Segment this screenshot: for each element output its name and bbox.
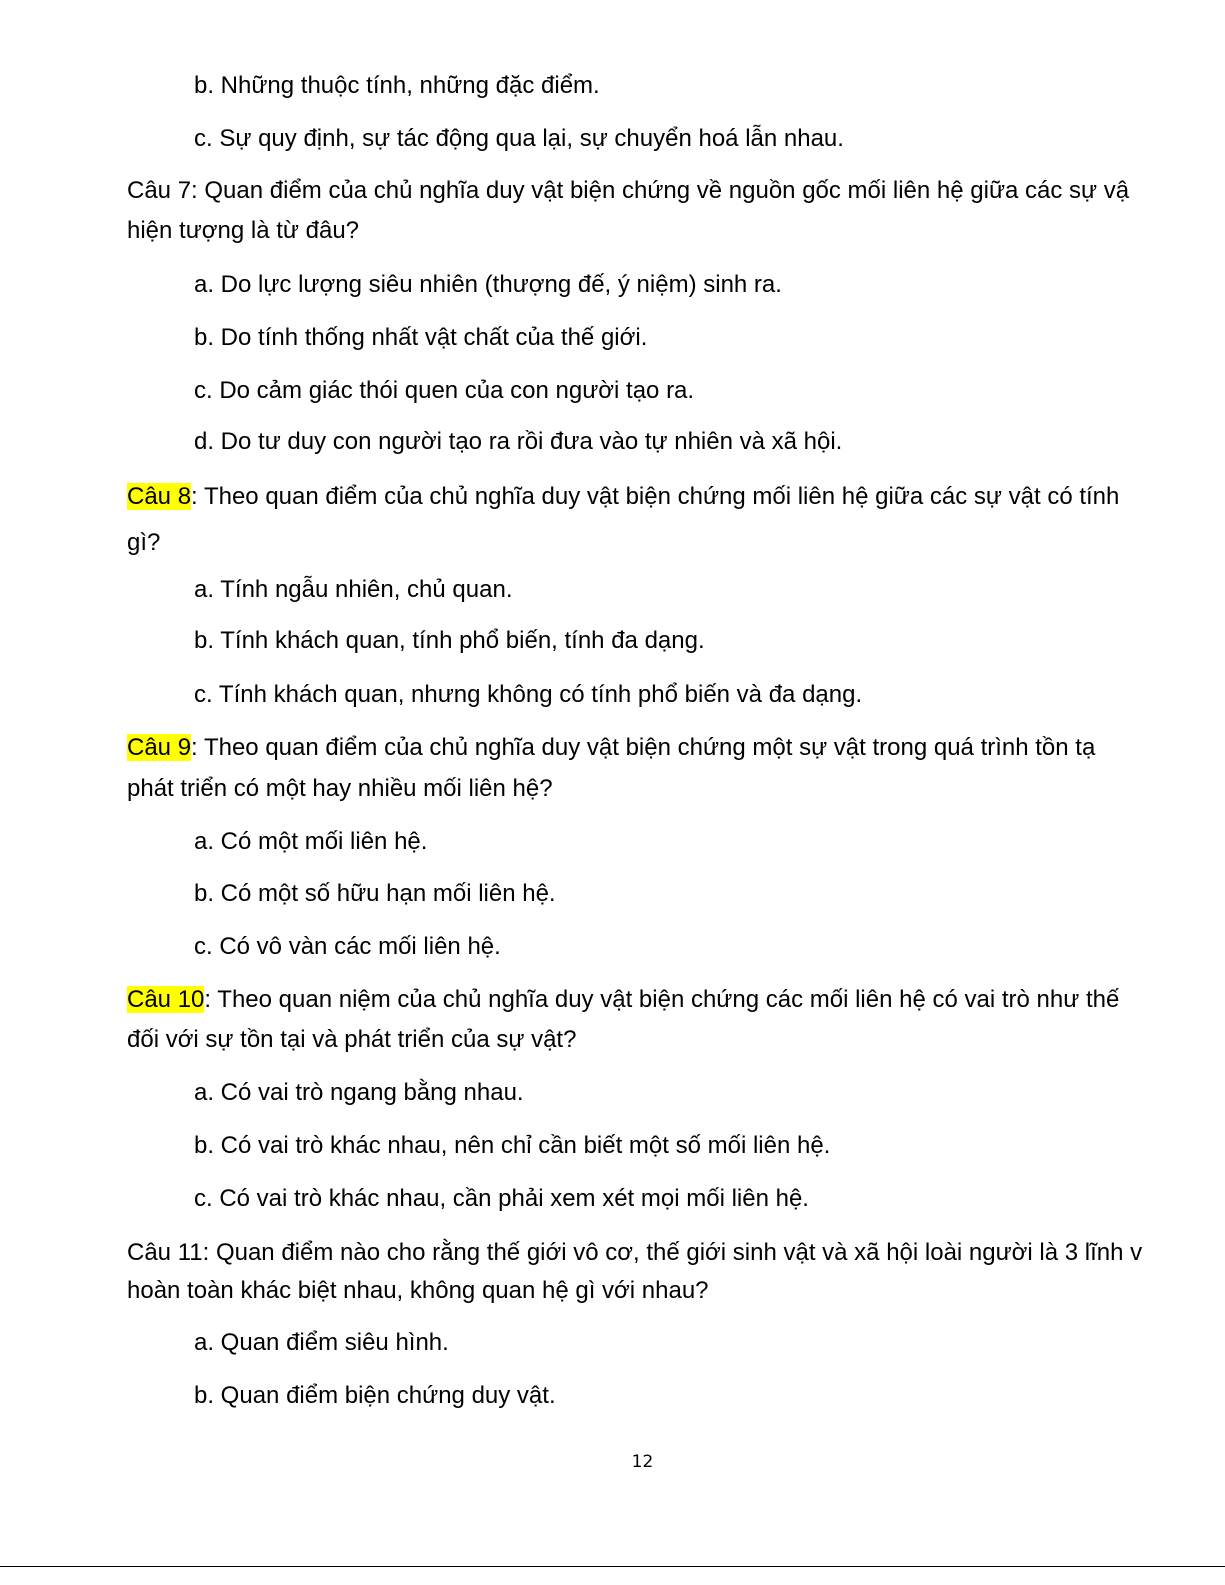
line-text: : Theo quan niệm của chủ nghĩa duy vật biện chứng các mối liên hệ có vai trò như thế [204,986,1120,1013]
question-9-option-b [194,879,556,909]
line-text: phát triển có một hay nhiều mối liên hệ? [127,775,553,802]
question-6-option-c [194,124,844,154]
page-bottom-divider [0,1566,1225,1567]
question-number-highlight: Câu 9 [127,734,192,761]
line-text: a. Có vai trò ngang bằng nhau. [194,1079,524,1106]
question-11-text [127,1238,1175,1268]
line-text: gì? [127,529,161,556]
question-9-text [127,733,1175,763]
question-10-text [127,985,1175,1015]
line-text: Câu 11: Quan điểm nào cho rằng thế giới vô cơ, thế giới sinh vật và xã hội loài người là 3 lĩnh v [127,1239,1143,1266]
question-8-text [127,482,1175,512]
page-number: 12 [631,1452,654,1472]
question-number-highlight: Câu 10 [127,986,205,1013]
question-number-highlight: Câu 8 [127,483,192,510]
question-11-text-cont [127,1276,1175,1306]
line-text: c. Tính khách quan, nhưng không có tính phổ biến và đa dạng. [194,681,863,708]
question-9-option-a [194,827,427,857]
line-text: d. Do tư duy con người tạo ra rồi đưa vào tự nhiên và xã hội. [194,428,843,455]
question-7-text-cont [127,216,1175,246]
question-8-option-a [194,575,512,605]
line-text: : Theo quan điểm của chủ nghĩa duy vật biện chứng một sự vật trong quá trình tồn tạ [191,734,1096,761]
line-text: : Theo quan điểm của chủ nghĩa duy vật biện chứng mối liên hệ giữa các sự vật có tính [191,483,1120,510]
line-text: c. Sự quy định, sự tác động qua lại, sự chuyển hoá lẫn nhau. [194,125,844,152]
line-text: b. Tính khách quan, tính phổ biến, tính đa dạng. [194,627,705,654]
question-10-text-cont [127,1025,1175,1055]
question-7-option-d [194,427,842,457]
question-8-option-c [194,680,862,710]
line-text: a. Có một mối liên hệ. [194,828,428,855]
line-text: c. Do cảm giác thói quen của con người tạo ra. [194,377,695,404]
question-11-option-b [194,1381,556,1411]
line-text: a. Tính ngẫu nhiên, chủ quan. [194,576,513,603]
line-text: hoàn toàn khác biệt nhau, không quan hệ gì với nhau? [127,1277,709,1304]
line-text: Câu 7: Quan điểm của chủ nghĩa duy vật biện chứng về nguồn gốc mối liên hệ giữa các sự vậ [127,177,1130,204]
question-11-option-a [194,1328,449,1358]
question-9-option-c [194,932,501,962]
question-10-option-c [194,1184,809,1214]
line-text: a. Quan điểm siêu hình. [194,1329,449,1356]
question-8-option-b [194,626,705,656]
line-text: c. Có vô vàn các mối liên hệ. [194,933,501,960]
line-text: c. Có vai trò khác nhau, cần phải xem xét mọi mối liên hệ. [194,1185,809,1212]
line-text: b. Có vai trò khác nhau, nên chỉ cần biết một số mối liên hệ. [194,1132,831,1159]
line-text: đối với sự tồn tại và phát triển của sự vật? [127,1026,577,1053]
question-10-option-a [194,1078,524,1108]
question-7-option-a [194,270,782,300]
line-text: b. Do tính thống nhất vật chất của thế giới. [194,324,648,351]
line-text: b. Quan điểm biện chứng duy vật. [194,1382,556,1409]
question-9-text-cont [127,774,1175,804]
question-7-option-c [194,376,694,406]
line-text: a. Do lực lượng siêu nhiên (thượng đế, ý niệm) sinh ra. [194,271,782,298]
question-7-text [127,176,1175,206]
line-text: hiện tượng là từ đâu? [127,217,360,244]
question-8-text-cont [127,528,1175,558]
question-6-option-b [194,71,600,101]
line-text: b. Có một số hữu hạn mối liên hệ. [194,880,556,907]
question-10-option-b [194,1131,830,1161]
line-text: b. Những thuộc tính, những đặc điểm. [194,72,600,99]
question-7-option-b [194,323,647,353]
